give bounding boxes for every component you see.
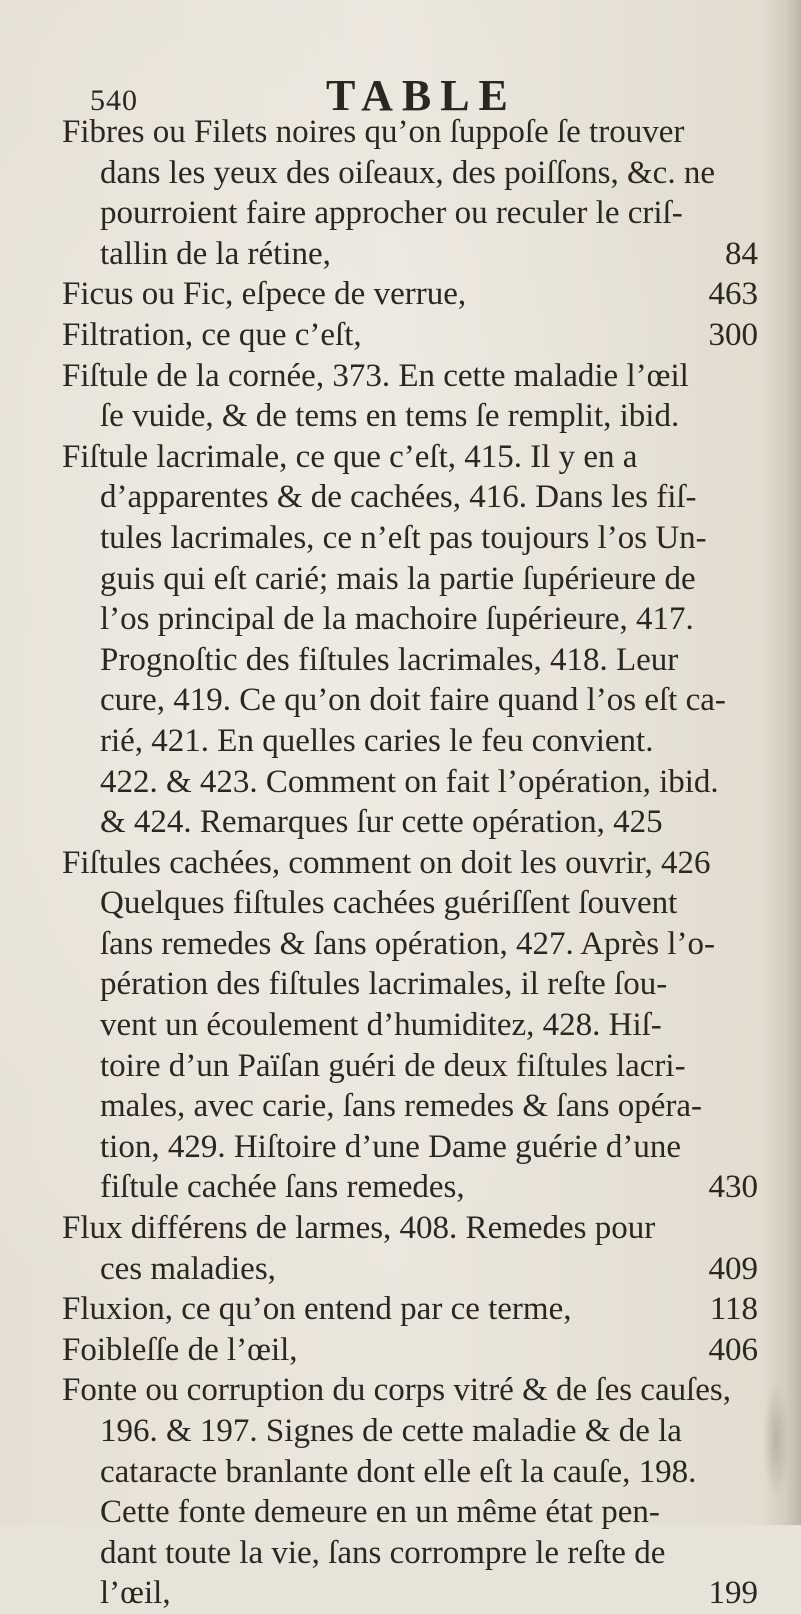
index-line: [62, 1086, 768, 1127]
index-line: [62, 234, 768, 275]
index-line: [62, 1573, 768, 1614]
index-line-text: tules lacrimales, ce n’eſt pas toujours l’os Un-: [100, 519, 707, 556]
index-line-text: males, avec carie, ſans remedes & ſans opéra-: [100, 1088, 702, 1125]
index-line: [62, 640, 768, 681]
index-line: [62, 964, 768, 1005]
page-number: 540: [90, 84, 138, 117]
index-line-text: rié, 421. En quelles caries le feu convient.: [100, 722, 654, 759]
page-reference: 406: [708, 1331, 758, 1368]
index-line-text: pération des fiſtules lacrimales, il reſte ſou-: [100, 966, 668, 1003]
index-line: [62, 1127, 768, 1168]
index-line-text: l’œil,: [100, 1575, 171, 1612]
page-reference: 199: [708, 1575, 758, 1612]
index-line-text: 422. & 423. Comment on fait l’opération, ibid.: [100, 763, 719, 800]
index-line: [62, 1289, 768, 1330]
index-line-text: Fiſtule de la cornée, 373. En cette maladie l’œil: [62, 357, 689, 394]
index-line: [62, 396, 768, 437]
index-line: [62, 1208, 768, 1249]
index-line-text: pourroient faire approcher ou reculer le criſ-: [100, 195, 683, 232]
index-line-text: cure, 419. Ce qu’on doit faire quand l’os eſt ca-: [100, 682, 726, 719]
index-line-text: Cette fonte demeure en un même état pen-: [100, 1494, 660, 1531]
index-line: [62, 559, 768, 600]
index-line-text: cataracte branlante dont elle eſt la cauſe, 198.: [100, 1453, 697, 1490]
index-line: [62, 721, 768, 762]
index-line-text: dant toute la vie, ſans corrompre le reſte de: [100, 1534, 666, 1571]
running-title: TABLE: [326, 71, 517, 120]
index-line-text: guis qui eſt carié; mais la partie ſupérieure de: [100, 560, 696, 597]
index-line: [62, 883, 768, 924]
index-line-text: ſe vuide, & de tems en tems ſe remplit, ibid.: [100, 398, 680, 435]
index-line-text: Ficus ou Fic, eſpece de verrue,: [62, 276, 467, 313]
page-reference: 409: [708, 1250, 758, 1287]
index-line-text: Fiſtule lacrimale, ce que c’eſt, 415. Il y en a: [62, 438, 638, 475]
index-line: [62, 477, 768, 518]
index-line: [62, 153, 768, 194]
index-line-text: Filtration, ce que c’eſt,: [62, 316, 362, 353]
index-line-text: & 424. Remarques ſur cette opération, 425: [100, 804, 663, 841]
index-entries: [62, 112, 768, 1614]
index-line: [62, 274, 768, 315]
index-line: [62, 1492, 768, 1533]
index-line-text: Fluxion, ce qu’on entend par ce terme,: [62, 1291, 572, 1328]
index-line: [62, 802, 768, 843]
index-line: [62, 680, 768, 721]
index-line: [62, 1452, 768, 1493]
index-line: [62, 1167, 768, 1208]
page-reference: 463: [708, 276, 758, 313]
index-line-text: fiſtule cachée ſans remedes,: [100, 1169, 465, 1206]
index-line: [62, 1411, 768, 1452]
page-reference: 300: [708, 316, 758, 353]
page-reference: 118: [709, 1291, 758, 1328]
index-line-text: ſans remedes & ſans opération, 427. Après l’o-: [100, 925, 715, 962]
page-reference: 84: [725, 235, 758, 272]
index-line: [62, 193, 768, 234]
index-line: [62, 315, 768, 356]
index-line: [62, 1249, 768, 1290]
index-line-text: Fonte ou corruption du corps vitré & de ſes cauſes,: [62, 1372, 732, 1409]
index-line: [62, 762, 768, 803]
index-line: [62, 1046, 768, 1087]
page-reference: 430: [708, 1169, 758, 1206]
index-line: [62, 599, 768, 640]
index-line-text: Flux différens de larmes, 408. Remedes pour: [62, 1210, 656, 1247]
index-line-text: Prognoſtic des fiſtules lacrimales, 418. Leur: [100, 641, 679, 678]
index-line-text: dans les yeux des oiſeaux, des poiſſons, &c. ne: [100, 154, 715, 191]
index-line: [62, 1533, 768, 1574]
index-line-text: Fibres ou Filets noires qu’on ſuppoſe ſe trouver: [62, 114, 685, 150]
index-line-text: toire d’un Païſan guéri de deux fiſtules lacri-: [100, 1047, 686, 1084]
index-line-text: Foibleſſe de l’œil,: [62, 1331, 298, 1368]
index-line: [62, 1370, 768, 1411]
index-line-text: tion, 429. Hiſtoire d’une Dame guérie d’une: [100, 1128, 681, 1165]
index-line: [62, 843, 768, 884]
index-line-text: tallin de la rétine,: [100, 235, 331, 272]
index-line-text: ces maladies,: [100, 1250, 276, 1287]
index-line-text: vent un écoulement d’humiditez, 428. Hiſ-: [100, 1007, 662, 1044]
index-line-text: Fiſtules cachées, comment on doit les ouvrir, 426: [62, 844, 711, 881]
index-line-text: 196. & 197. Signes de cette maladie & de la: [100, 1413, 682, 1449]
index-line: [62, 1005, 768, 1046]
index-line: [62, 112, 768, 153]
index-line: [62, 1330, 768, 1371]
index-line: [62, 518, 768, 559]
index-line: [62, 356, 768, 397]
index-line-text: Quelques fiſtules cachées guériſſent ſouvent: [100, 885, 678, 922]
index-line: [62, 437, 768, 478]
index-line-text: l’os principal de la machoire ſupérieure, 417.: [100, 601, 694, 638]
index-line: [62, 924, 768, 965]
index-line-text: d’apparentes & de cachées, 416. Dans les fiſ-: [100, 479, 697, 516]
